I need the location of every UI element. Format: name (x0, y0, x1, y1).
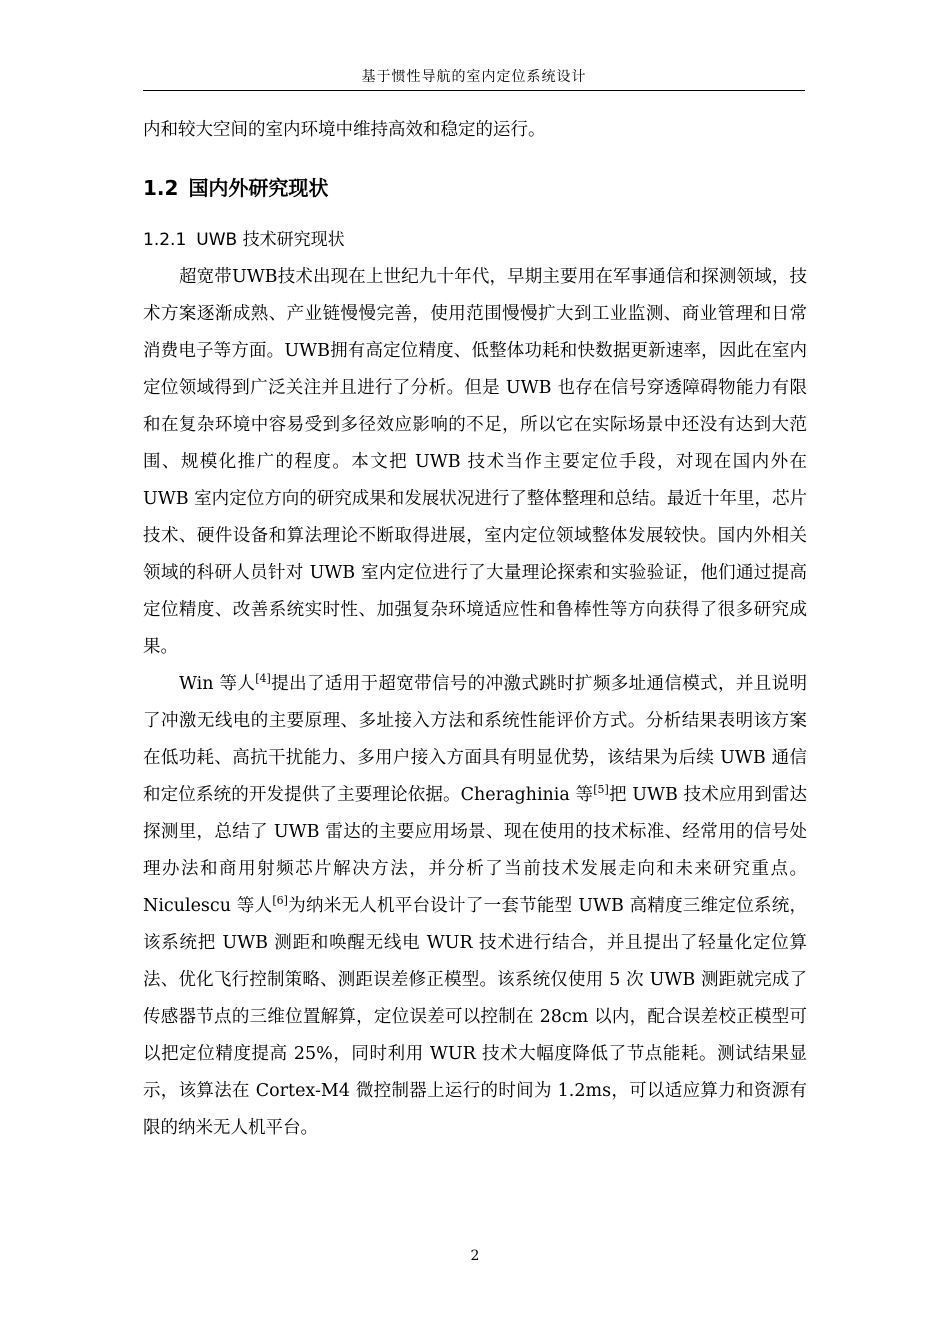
section-heading (143, 173, 807, 203)
citation-5[interactable]: [5] (593, 783, 609, 796)
subsection-title: UWB 技术研究现状 (196, 230, 345, 250)
intro-paragraph: 内和较大空间的室内环境中维持高效和稳定的运行。 (143, 120, 546, 140)
page-number: 2 (470, 1248, 480, 1264)
paragraph-2-text-2: 提出了适用于超宽带信号的冲激式跳时扩频多址通信模式，并且说明了冲激无线电的主要原理、多址接入方法和系统性能评价方式。分析结果表明该方案在低功耗、高抗干扰能力、多用户接入方面具有明显优势，该结果为后续 UWB 通信和定位系统的开发提供了主要理论依据。Cheraghinia 等 (143, 674, 807, 805)
page-body (143, 112, 807, 1147)
running-header (143, 66, 805, 91)
paragraph-2-text-1: Win 等人 (179, 674, 256, 694)
section-title: 国内外研究现状 (188, 176, 329, 200)
body-paragraph-1: 超宽带UWB技术出现在上世纪九十年代，早期主要用在军事通信和探测领域，技术方案逐渐成熟、产业链慢慢完善，使用范围慢慢扩大到工业监测、商业管理和日常消费电子等方面。UWB拥有高定位精度、低整体功耗和快数据更新速率，因此在室内定位领域得到广泛关注并且进行了分析。但是 UWB 也存在信号穿透障碍物能力有限和在复杂环境中容易受到多径效应影响的不足，所以它在实际场景中还没有达到大范围、规模化推广的程度。本文把 UWB 技术当作主要定位手段，对现在国内外在 UWB 室内定位方向的研究成果和发展状况进行了整体整理和总结。最近十年里，芯片技术、硬件设备和算法理论不断取得进展，室内定位领域整体发展较快。国内外相关领域的科研人员针对 UWB 室内定位进行了大量理论探索和实验验证，他们通过提高定位精度、改善系统实时性、加强复杂环境适应性和鲁棒性等方向获得了很多研究成果。 (143, 267, 807, 657)
body-paragraph-2 (143, 666, 807, 1147)
subsection-heading (143, 225, 807, 255)
subsection-number: 1.2.1 (143, 230, 187, 250)
paragraph-2-text-3: 把 UWB 技术应用到雷达探测里，总结了 UWB 雷达的主要应用场景、现在使用的技术标准、经常用的信号处理办法和商用射频芯片解决方法，并分析了当前技术发展走向和未来研究重点。Niculescu 等人 (143, 785, 807, 916)
running-header-title: 基于惯性导航的室内定位系统设计 (361, 69, 587, 85)
section-number: 1.2 (143, 176, 179, 200)
citation-6[interactable]: [6] (272, 894, 288, 907)
citation-4[interactable]: [4] (255, 672, 271, 685)
paragraph-2-text-4: 为纳米无人机平台设计了一套节能型 UWB 高精度三维定位系统，该系统把 UWB 测距和唤醒无线电 WUR 技术进行结合，并且提出了轻量化定位算法、优化飞行控制策略、测距误差修正模型。该系统仅使用 5 次 UWB 测距就完成了传感器节点的三维位置解算，定位误差可以控制在 28cm 以内，配合误差校正模型可以把定位精度提高 25%，同时利用 WUR 技术大幅度降低了节点能耗。测试结果显示，该算法在 Cortex-M4 微控制器上运行的时间为 1.2ms，可以适应算力和资源有限的纳米无人机平台。 (143, 896, 807, 1138)
